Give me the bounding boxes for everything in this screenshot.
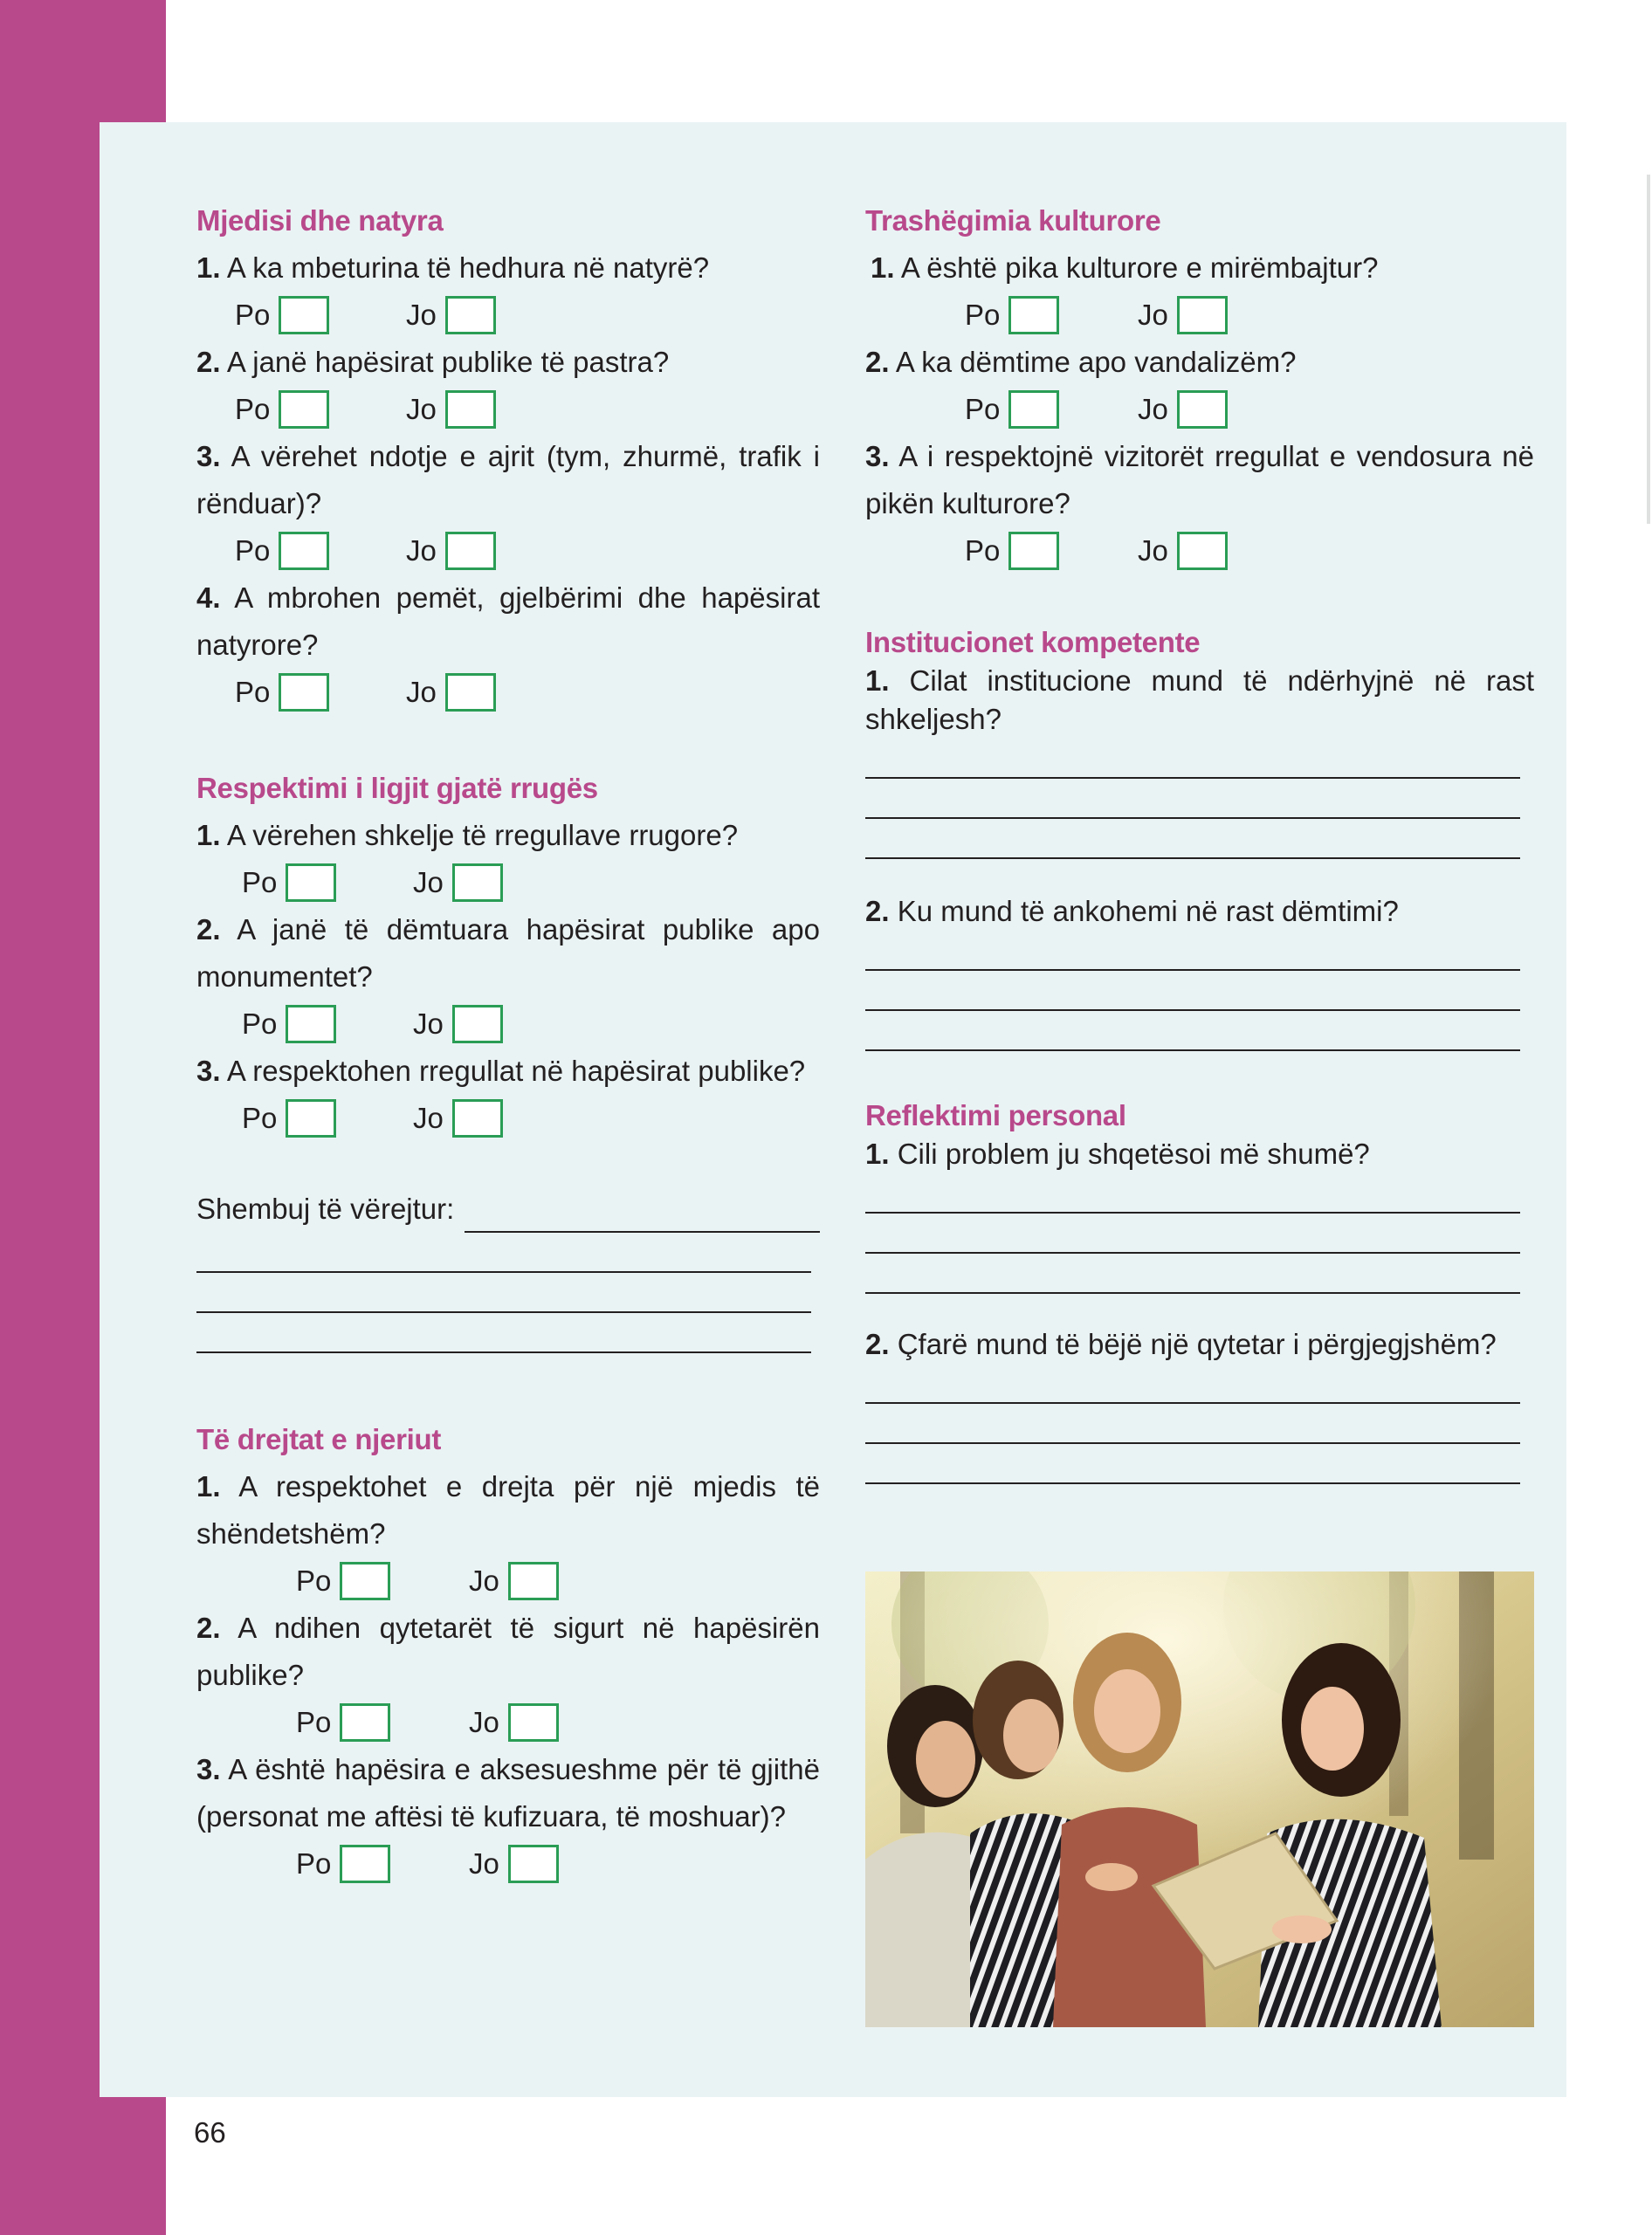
option-no: Jo — [406, 386, 496, 433]
yes-checkbox[interactable] — [1008, 390, 1059, 429]
option-no: Jo — [413, 1095, 503, 1142]
answer-line[interactable] — [865, 1404, 1520, 1444]
yes-checkbox[interactable] — [286, 863, 336, 902]
question-number: 1. — [196, 1470, 221, 1503]
option-yes: Po — [965, 527, 1059, 574]
option-no: Jo — [413, 1001, 503, 1048]
question — [196, 1463, 820, 1558]
answer-line[interactable] — [196, 1233, 811, 1273]
option-yes: Po — [296, 1558, 390, 1605]
yes-checkbox[interactable] — [279, 296, 329, 334]
question-text: Ku mund të ankohemi në rast dëmtimi? — [897, 895, 1399, 927]
option-yes: Po — [242, 1095, 336, 1142]
answer-row — [196, 292, 820, 339]
no-checkbox[interactable] — [445, 673, 496, 712]
question-text: A janë hapësirat publike të pastra? — [226, 346, 670, 378]
answer-line[interactable] — [196, 1273, 811, 1313]
answer-line[interactable] — [865, 819, 1520, 859]
answer-row — [196, 1699, 820, 1746]
answer-line[interactable] — [865, 971, 1520, 1011]
question-number: 1. — [865, 664, 890, 697]
question-text: A ndihen qytetarët të sigurt në hapësirën publike? — [196, 1612, 820, 1691]
option-no: Jo — [469, 1558, 559, 1605]
option-no: Jo — [406, 527, 496, 574]
question-text: A mbrohen pemët, gjelbërimi dhe hapësirat natyrore? — [196, 581, 820, 661]
examples-label: Shembuj të vërejtur: — [196, 1193, 455, 1225]
option-yes: Po — [235, 292, 329, 339]
option-yes: Po — [965, 292, 1059, 339]
question-number: 1. — [871, 251, 895, 284]
examples-line[interactable] — [465, 1196, 820, 1233]
answer-line[interactable] — [865, 1214, 1520, 1254]
question — [196, 906, 820, 1001]
question-text: Cili problem ju shqetësoi më shumë? — [897, 1138, 1370, 1170]
section-institutions — [865, 623, 1534, 1051]
yes-checkbox[interactable] — [279, 532, 329, 570]
page-edge-shadow — [1647, 175, 1650, 524]
answer-row — [865, 292, 1534, 339]
section-heading: Të drejtat e njeriut — [196, 1423, 442, 1455]
yes-checkbox[interactable] — [279, 673, 329, 712]
section-heading: Institucionet kompetente — [865, 626, 1201, 658]
students-photo — [865, 1571, 1534, 2027]
answer-row — [196, 1001, 820, 1048]
option-yes: Po — [235, 386, 329, 433]
yes-checkbox[interactable] — [1008, 532, 1059, 570]
option-no: Jo — [1138, 386, 1228, 433]
answer-line[interactable] — [865, 1364, 1520, 1404]
no-checkbox[interactable] — [1177, 532, 1228, 570]
page-number: 66 — [194, 2116, 226, 2149]
option-yes: Po — [296, 1699, 390, 1746]
yes-checkbox[interactable] — [286, 1005, 336, 1043]
answer-row — [196, 1095, 820, 1142]
question-text: A vërehen shkelje të rregullave rrugore? — [226, 819, 739, 851]
question-text: A ka dëmtime apo vandalizëm? — [895, 346, 1297, 378]
no-checkbox[interactable] — [508, 1703, 559, 1742]
option-no: Jo — [406, 669, 496, 716]
no-checkbox[interactable] — [1177, 296, 1228, 334]
question-number: 2. — [865, 895, 890, 927]
question-text: A ka mbeturina të hedhura në natyrë? — [226, 251, 710, 284]
option-no: Jo — [469, 1840, 559, 1888]
section-human-rights — [196, 1416, 820, 1888]
question — [865, 339, 1534, 386]
no-checkbox[interactable] — [508, 1562, 559, 1600]
no-checkbox[interactable] — [445, 296, 496, 334]
section-heading: Mjedisi dhe natyra — [196, 204, 444, 237]
no-checkbox[interactable] — [452, 863, 503, 902]
question-text: A respektohet e drejta për një mjedis të shëndetshëm? — [196, 1470, 820, 1550]
question-text: A është pika kulturore e mirëmbajtur? — [900, 251, 1379, 284]
answer-row — [865, 386, 1534, 433]
option-no: Jo — [413, 859, 503, 906]
answer-line[interactable] — [865, 1254, 1520, 1294]
question-number: 2. — [865, 1328, 890, 1360]
answer-row — [865, 527, 1534, 574]
option-no: Jo — [406, 292, 496, 339]
answer-line[interactable] — [865, 931, 1520, 971]
yes-checkbox[interactable] — [340, 1845, 390, 1883]
answer-row — [196, 527, 820, 574]
answer-line[interactable] — [196, 1313, 811, 1353]
answer-row — [196, 1840, 820, 1888]
question-number: 2. — [196, 1612, 221, 1644]
question — [865, 244, 1534, 292]
question-text: Cilat institucione mund të ndërhyjnë në rast shkeljesh? — [865, 664, 1534, 735]
question-number: 2. — [196, 913, 221, 946]
option-no: Jo — [1138, 292, 1228, 339]
no-checkbox[interactable] — [445, 390, 496, 429]
question — [196, 339, 820, 386]
question — [865, 662, 1534, 739]
section-environment — [196, 197, 820, 716]
question — [865, 433, 1534, 527]
question-text: A janë të dëmtuara hapësirat publike apo monumentet? — [196, 913, 820, 993]
question-text: A respektohen rregullat në hapësirat publike? — [226, 1055, 806, 1087]
question-number: 1. — [196, 251, 221, 284]
yes-checkbox[interactable] — [1008, 296, 1059, 334]
answer-row — [196, 386, 820, 433]
option-yes: Po — [242, 1001, 336, 1048]
answer-row — [196, 1558, 820, 1605]
no-checkbox[interactable] — [452, 1099, 503, 1138]
question-text: Çfarë mund të bëjë një qytetar i përgjegjshëm? — [897, 1328, 1497, 1360]
no-checkbox[interactable] — [508, 1845, 559, 1883]
question-text: A është hapësira e aksesueshme për të gjithë (personat me aftësi të kufizuara, të moshuar)? — [196, 1753, 820, 1833]
question-number: 3. — [865, 440, 890, 472]
answer-line[interactable] — [865, 779, 1520, 819]
answer-row — [196, 669, 820, 716]
question — [196, 812, 820, 859]
answer-line[interactable] — [865, 1173, 1520, 1214]
section-heading: Trashëgimia kulturore — [865, 204, 1161, 237]
section-law — [196, 765, 820, 1353]
question — [865, 1325, 1534, 1364]
no-checkbox[interactable] — [445, 532, 496, 570]
question-number: 1. — [865, 1138, 890, 1170]
question — [196, 244, 820, 292]
option-yes: Po — [965, 386, 1059, 433]
section-heading: Reflektimi personal — [865, 1099, 1126, 1131]
option-no: Jo — [469, 1699, 559, 1746]
answer-line[interactable] — [865, 1011, 1520, 1051]
yes-checkbox[interactable] — [286, 1099, 336, 1138]
question-number: 3. — [196, 1055, 221, 1087]
option-yes: Po — [235, 527, 329, 574]
question — [196, 574, 820, 669]
question-number: 1. — [196, 819, 221, 851]
question — [865, 892, 1534, 931]
option-yes: Po — [235, 669, 329, 716]
answer-line[interactable] — [865, 1444, 1520, 1484]
answer-line[interactable] — [865, 739, 1520, 779]
question-number: 2. — [196, 346, 221, 378]
yes-checkbox[interactable] — [340, 1703, 390, 1742]
option-no: Jo — [1138, 527, 1228, 574]
question-text: A i respektojnë vizitorët rregullat e vendosura në pikën kulturore? — [865, 440, 1534, 519]
yes-checkbox[interactable] — [340, 1562, 390, 1600]
option-yes: Po — [242, 859, 336, 906]
question — [196, 433, 820, 527]
question — [865, 1135, 1534, 1173]
question — [196, 1746, 820, 1840]
answer-row — [196, 859, 820, 906]
yes-checkbox[interactable] — [279, 390, 329, 429]
question-number: 2. — [865, 346, 890, 378]
section-heritage — [865, 197, 1534, 574]
option-yes: Po — [296, 1840, 390, 1888]
section-reflection — [865, 1097, 1534, 1484]
question-number: 3. — [196, 440, 221, 472]
photo-illustration — [865, 1571, 1534, 2027]
no-checkbox[interactable] — [1177, 390, 1228, 429]
no-checkbox[interactable] — [452, 1005, 503, 1043]
question-number: 4. — [196, 581, 221, 614]
question-number: 3. — [196, 1753, 221, 1785]
section-heading: Respektimi i ligjit gjatë rrugës — [196, 772, 598, 804]
question — [196, 1605, 820, 1699]
examples-row — [196, 1186, 820, 1233]
question-text: A vërehet ndotje e ajrit (tym, zhurmë, trafik i rënduar)? — [196, 440, 820, 519]
question — [196, 1048, 820, 1095]
